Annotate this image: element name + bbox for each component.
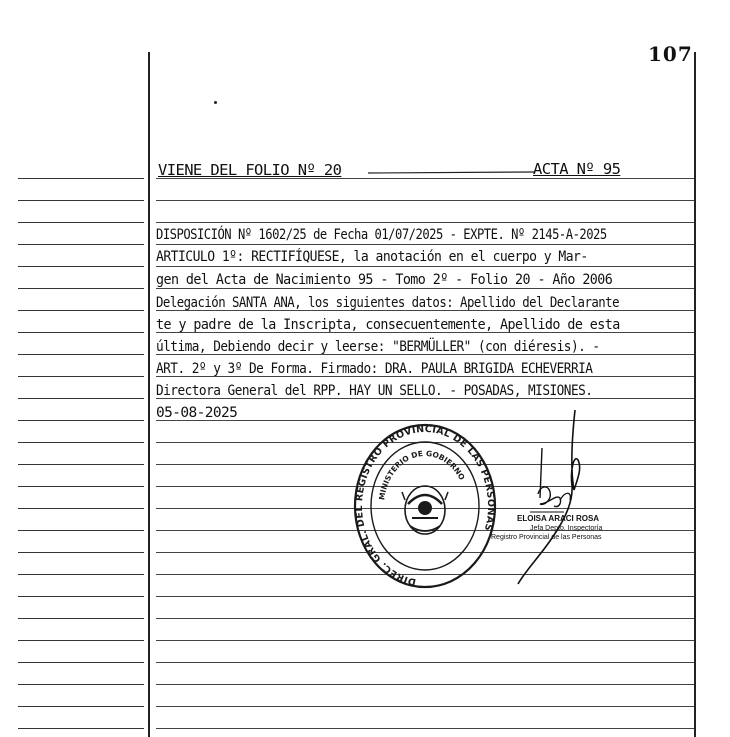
margin-rule-line — [18, 684, 144, 685]
main-rule-line — [156, 244, 696, 245]
margin-rule-line — [18, 464, 144, 465]
entry-line: ART. 2º y 3º De Forma. Firmado: DRA. PAULA BRIGIDA ECHEVERRIA — [156, 361, 593, 377]
entry-line: DISPOSICIÓN Nº 1602/25 de Fecha 01/07/2025 - EXPTE. Nº 2145-A-2025 — [156, 227, 607, 243]
margin-rule-line — [18, 244, 144, 245]
margin-rule-line — [18, 310, 144, 311]
official-office: Registro Provincial de las Personas — [491, 534, 602, 541]
margin-rule-line — [18, 662, 144, 663]
official-name: ELOISA ARACI ROSA — [517, 514, 600, 523]
seal-outer-text: DIREC. GRAL. DEL REGISTRO PROVINCIAL DE LAS PERSONAS — [353, 423, 497, 588]
main-rule-line — [156, 684, 696, 685]
folio-number: 107 — [648, 42, 693, 66]
margin-rule-line — [18, 222, 144, 223]
main-rule-line — [156, 640, 696, 641]
margin-rule-line — [18, 376, 144, 377]
margin-rule-line — [18, 574, 144, 575]
margin-rule-line — [18, 552, 144, 553]
main-rule-line — [156, 618, 696, 619]
margin-rule-line — [18, 178, 144, 179]
margin-rule-line — [18, 266, 144, 267]
oval-seal — [350, 422, 500, 590]
main-rule-line — [156, 266, 696, 267]
margin-rule-line — [18, 618, 144, 619]
heading-left: VIENE DEL FOLIO Nº 20 — [158, 161, 342, 179]
ink-dot — [214, 101, 217, 104]
main-rule-line — [156, 288, 696, 289]
main-rule-line — [156, 662, 696, 663]
official-role: Jefa Depto. Inspectoría — [530, 525, 603, 532]
entry-line: te y padre de la Inscripta, consecuentemente, Apellido de esta — [156, 317, 620, 333]
margin-rule-line — [18, 288, 144, 289]
left-margin-rule — [148, 52, 150, 737]
right-margin-rule — [694, 52, 696, 737]
main-rule-line — [156, 222, 696, 223]
margin-rule-line — [18, 728, 144, 729]
coat-of-arms-emblem — [402, 486, 448, 534]
margin-rule-line — [18, 706, 144, 707]
seal-inner-text: MINISTERIO DE GOBIERNO — [377, 448, 467, 501]
margin-rule-line — [18, 420, 144, 421]
margin-rule-line — [18, 332, 144, 333]
heading-dash-line — [366, 168, 536, 176]
main-rule-line — [156, 200, 696, 201]
entry-line: ARTICULO 1º: RECTIFÍQUESE, la anotación en el cuerpo y Mar- — [156, 249, 588, 265]
main-rule-line — [156, 596, 696, 597]
main-rule-line — [156, 706, 696, 707]
margin-rule-line — [18, 354, 144, 355]
main-rule-line — [156, 728, 696, 729]
heading-right: ACTA Nº 95 — [533, 160, 621, 178]
entry-line: gen del Acta de Nacimiento 95 - Tomo 2º - Folio 20 - Año 2006 — [156, 272, 613, 288]
handwritten-signature — [500, 408, 620, 588]
margin-rule-line — [18, 640, 144, 641]
margin-rule-line — [18, 508, 144, 509]
entry-line: última, Debiendo decir y leerse: "BERMÜLLER" (con diéresis). - — [156, 339, 600, 355]
entry-line: Directora General del RPP. HAY UN SELLO. - POSADAS, MISIONES. — [156, 383, 593, 399]
margin-rule-line — [18, 442, 144, 443]
entry-line: 05-08-2025 — [156, 405, 238, 421]
entry-line: Delegación SANTA ANA, los siguientes datos: Apellido del Declarante — [156, 295, 619, 311]
margin-rule-line — [18, 596, 144, 597]
margin-rule-line — [18, 486, 144, 487]
margin-rule-line — [18, 200, 144, 201]
margin-rule-line — [18, 530, 144, 531]
margin-rule-line — [18, 398, 144, 399]
